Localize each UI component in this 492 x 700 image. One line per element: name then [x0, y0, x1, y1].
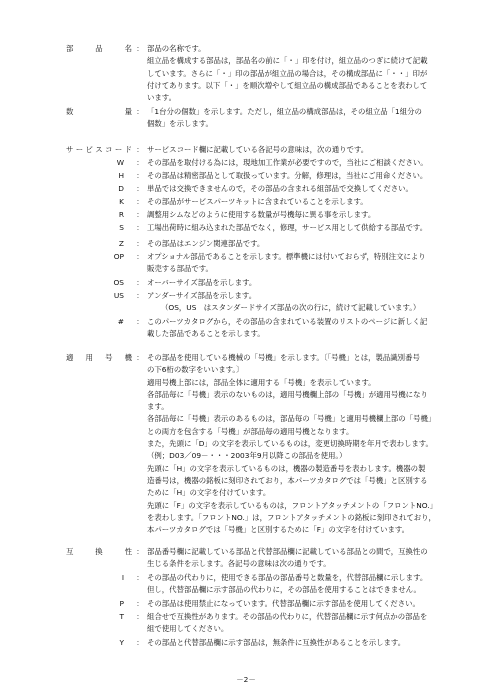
- text-line: その部品の代わりに，使用できる部品の部品番号と数量を，代替部品欄に示します。: [147, 573, 428, 582]
- text-line: このパーツカタログから，その部品の含まれている装置のリストのページに新しく記: [147, 317, 428, 326]
- colon: ：: [136, 197, 144, 206]
- colon: ：: [136, 44, 144, 53]
- code-label: W: [116, 158, 124, 167]
- interchangeability-description: [147, 546, 452, 571]
- text-line: 適用号機上部には，部品全体に適用する「号機」を表示しています。: [147, 377, 376, 387]
- text-line: 販売する部品です。: [147, 264, 213, 274]
- colon: ：: [136, 210, 144, 219]
- text-line: 工場出荷時に組み込まれた部品でなく，修理，サービス用として供給する部品です。: [147, 223, 428, 232]
- term-service-code: サービスコード: [66, 145, 132, 154]
- code-label: P: [119, 599, 124, 608]
- code-label: US: [113, 291, 124, 300]
- text-line: 生じる条件を示します。各記号の意味は次の通りです。: [147, 559, 331, 569]
- colon: ：: [136, 145, 144, 154]
- text-line: その部品を取付ける為には，現地加工作業が必要ですので，当社にご相談ください。: [147, 158, 428, 167]
- text-line: その部品がサービスパーツキットに含まれていることを示します。: [147, 197, 368, 206]
- code-label: OP: [113, 252, 124, 261]
- text-line: 載した部品であることを示します。: [147, 329, 265, 339]
- quantity-description: [147, 106, 452, 131]
- text-line: 部品番号欄に記載している部品と代替部品欄に記載している部品との間で，互換性の: [147, 547, 428, 556]
- text-line: その部品は使用禁止になっています。代替部品欄に示す部品を使用してください。: [147, 599, 420, 608]
- text-line: その部品は精密部品として取扱っています。分解，修理は，当社にご用命ください。: [147, 171, 428, 180]
- text-line: オーバーサイズ部品を示します。: [147, 278, 257, 287]
- text-line: 「1台分の個数」を示します。ただし，組立品の構成部品は，その組立品「1組分の: [147, 107, 422, 116]
- code-label: S: [119, 223, 124, 232]
- colon: ：: [136, 638, 144, 647]
- text-line: の下6桁の数字をいいます。〕: [147, 365, 244, 375]
- text-line: その部品はエンジン関連部品です。: [147, 239, 265, 248]
- colon: ：: [136, 317, 144, 326]
- text-line: その部品と代替部品欄に示す部品は，無条件に互換性があることを示します。: [147, 638, 406, 647]
- text-line: サービスコード欄に記載している各記号の意味は，次の通りです。: [147, 145, 369, 154]
- text-line: 付けてあります。以下「・」を順次増やして組立品の構成部品であることを表わして: [147, 80, 428, 90]
- text-line: 先頭に「F」の文字を表示しているものは，フロントアタッチメントの「フロントNO.」: [147, 500, 438, 510]
- code-label: Y: [119, 638, 124, 647]
- text-line: 各部品毎に「号機」表示のないものは，適用号機欄上部の「号機」が適用号機になり: [147, 389, 428, 399]
- text-line: との両方を包含する「号機」が部品毎の適用号機となります。: [147, 426, 354, 436]
- code-label: I: [121, 573, 124, 582]
- part-name-description: [147, 43, 452, 104]
- text-line: （OS，US はスタンダードサイズ部品の次の行に，続けて記載しています。）: [161, 303, 421, 313]
- text-line: 本パーツカタログでは「号機」と区別するために「F」の文字を付けています。: [147, 525, 410, 535]
- page-number: －2－: [236, 675, 256, 684]
- term-part-name: 部 品 名: [66, 44, 132, 53]
- colon: ：: [136, 252, 144, 261]
- applicable-number-description: [147, 352, 452, 536]
- code-label: K: [119, 197, 124, 206]
- service-code-intro: [147, 144, 452, 156]
- text-line: 造番号は，機器の銘板に刻印されており，本パーツカタログでは「号機」と区別する: [147, 475, 428, 485]
- text-line: その部品を使用している機械の「号機」を示します。〔「号機」とは，製品識別番号: [147, 353, 420, 362]
- text-line: しています。さらに「・」印の部品が組立品の場合は，その構成部品に「・・」印が: [147, 68, 428, 78]
- text-line: 組立品を構成する部品は，部品名の前に「・」印を付け，組立品のつぎに続けて記載: [147, 56, 428, 66]
- colon: ：: [136, 278, 144, 287]
- text-line: （例；D03／09－・・・2003年9月以降この部品を使用。）: [147, 451, 347, 461]
- text-line: 組で使用してください。: [147, 624, 229, 634]
- colon: ：: [136, 353, 144, 362]
- text-line: また，先頭に「D」の文字を表示しているものは，変更切換時期を年月で表わします。: [147, 439, 433, 449]
- text-line: 部品の名称です。: [147, 44, 206, 53]
- colon: ：: [136, 184, 144, 193]
- code-label: OS: [113, 278, 124, 287]
- colon: ：: [136, 171, 144, 180]
- colon: ：: [136, 291, 144, 300]
- text-line: アンダーサイズ部品を示します。: [147, 291, 257, 300]
- colon: ：: [136, 223, 144, 232]
- text-line: 単品では交換できませんので，その部品の含まれる組部品で交換してください。: [147, 184, 413, 193]
- code-label: R: [118, 210, 124, 219]
- colon: ：: [136, 239, 144, 248]
- term-interchangeability: 互 換 性: [66, 547, 132, 556]
- text-line: オプショナル部品であることを示します。標準機には付いておらず，特別注文により: [147, 252, 426, 261]
- colon: ：: [136, 547, 144, 556]
- text-line: います。: [147, 93, 176, 103]
- colon: ：: [136, 612, 144, 621]
- text-line: ます。: [147, 402, 169, 412]
- term-applicable-number: 適 用 号 機: [66, 353, 132, 362]
- colon: ：: [136, 573, 144, 582]
- text-line: 個数」を示します。: [147, 119, 213, 129]
- term-quantity: 数 量: [66, 107, 132, 116]
- text-line: 但し，代替部品欄に示す部品の代わりに，その部品を使用することはできません。: [147, 585, 421, 595]
- colon: ：: [136, 107, 144, 116]
- text-line: ために「H」の文字を付けています。: [147, 488, 271, 498]
- colon: ：: [136, 599, 144, 608]
- code-label: Z: [118, 239, 124, 248]
- code-label: #: [117, 317, 124, 326]
- code-label: D: [118, 184, 124, 193]
- text-line: 先頭に「H」の文字を表示しているものは，機器の製造番号を表わします。機器の製: [147, 463, 426, 473]
- code-label: T: [119, 612, 124, 621]
- text-line: 調整用シムなどのように使用する数量が号機毎に異る事を示します。: [147, 210, 376, 219]
- colon: ：: [136, 158, 144, 167]
- text-line: 各部品毎に「号機」表示のあるものは，部品毎の「号機」と適用号機欄上部の「号機」: [147, 414, 436, 424]
- text-line: 組合せで互換性があります。その部品の代わりに，代替部品欄に示す何点かの部品を: [147, 612, 428, 621]
- text-line: を表わします。「フロントNO.」は，フロントアタッチメントの銘板に刻印されており，: [147, 512, 436, 522]
- code-label: H: [118, 171, 124, 180]
